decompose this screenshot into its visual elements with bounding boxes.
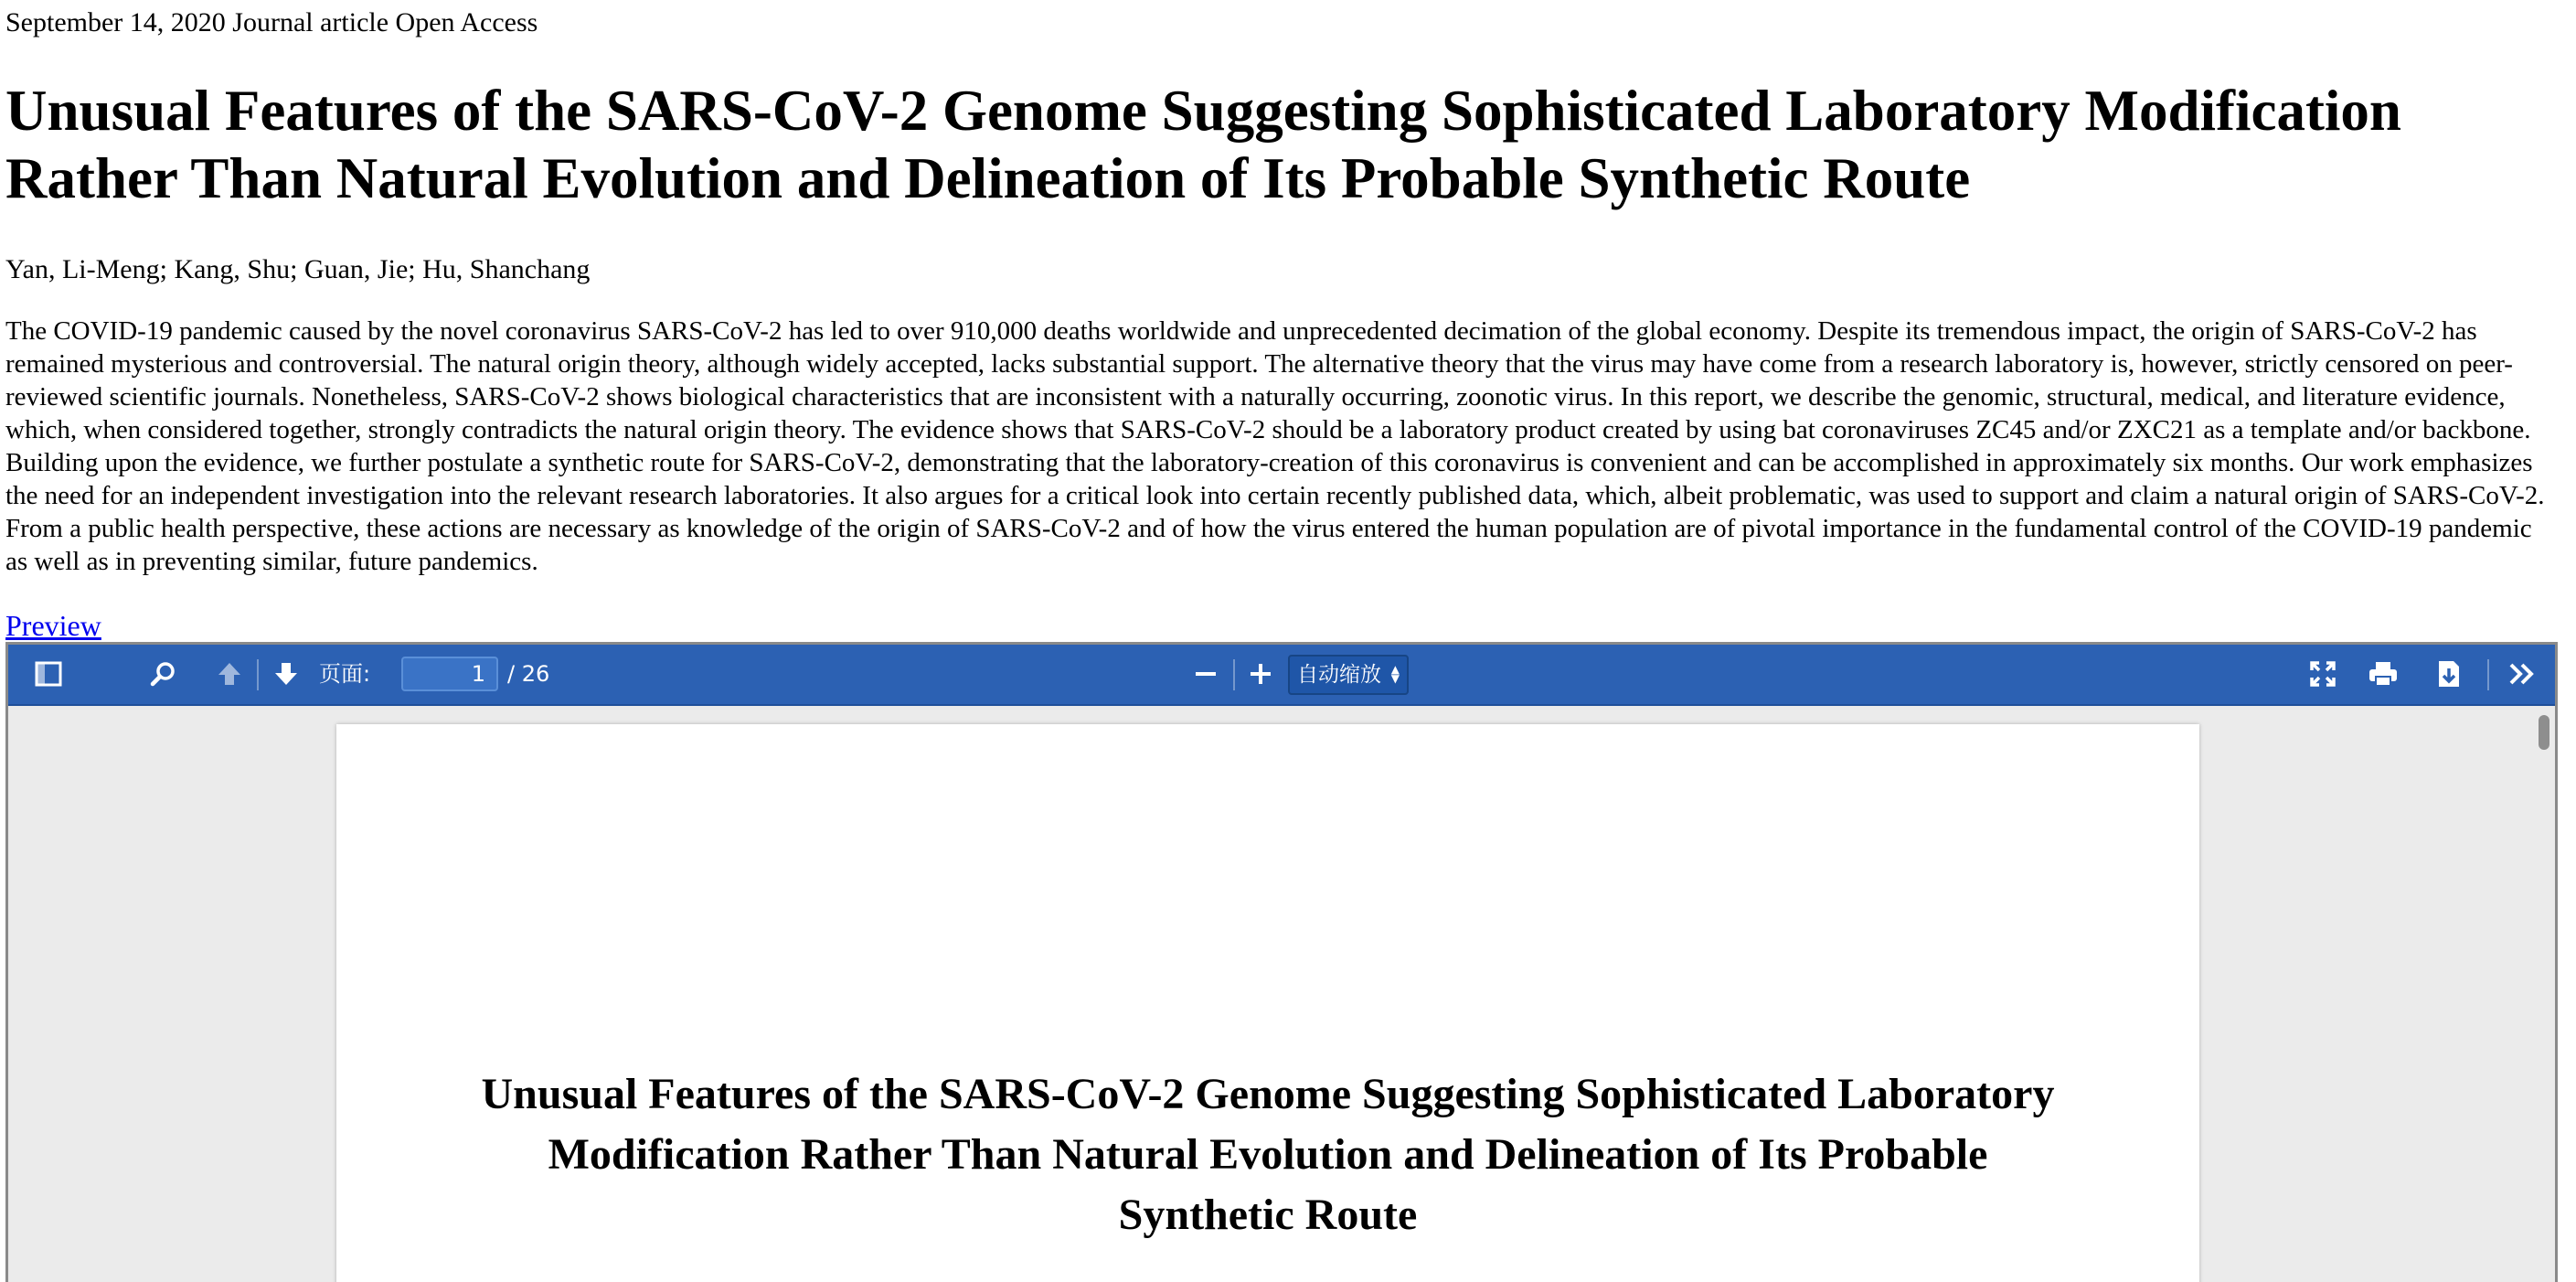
publication-meta: September 14, 2020 Journal article Open Access bbox=[5, 7, 538, 37]
sidebar-toggle-icon bbox=[35, 661, 62, 687]
toolbar-separator bbox=[1233, 659, 1235, 690]
zoom-select-value: 自动缩放 bbox=[1297, 663, 1381, 687]
zoom-out-button[interactable] bbox=[1187, 656, 1224, 692]
scrollbar-track[interactable] bbox=[2537, 710, 2553, 1282]
toolbar-separator bbox=[2487, 659, 2489, 690]
download-icon bbox=[2435, 659, 2463, 689]
article-abstract: The COVID-19 pandemic caused by the novel coronavirus SARS-CoV-2 has led to over 910,000 deaths worldwide and unprecedented decimation of the global economy. Despite its tremendous impact, the origin of SARS-CoV-2 has remained mysterious and controversial. The natural origin theory, although widely accepted, lacks substantial support. The alternative theory that the virus may have come from a research laboratory is, however, strictly censored on peer-reviewed scientific journals. Nonetheless, SARS-CoV-2 shows biological characteristics that are inconsistent with a naturally occurring, zoonotic virus. In this report, we describe the genomic, structural, medical, and literature evidence, which, when considered together, strongly contradicts the natural origin theory. The evidence shows that SARS-CoV-2 should be a laboratory product created by using bat coronaviruses ZC45 and/or ZXC21 as a template and/or backbone. Building upon the evidence, we further postulate a synthetic route for SARS-CoV-2, demonstrating that the laboratory-creation of this coronavirus is convenient and can be accomplished in approximately six months. Our work emphasizes the need for an independent investigation into the relevant research laboratories. It also argues for a critical look into certain recently published data, which, albeit problematic, was used to support and claim a natural origin of SARS-CoV-2. From a public health perspective, these actions are necessary as knowledge of the origin of SARS-CoV-2 and of how the virus entered the human population are of pivotal importance in the fundamental control of the COVID-19 pandemic as well as in preventing similar, future pandemics. bbox=[5, 316, 2545, 576]
plus-icon bbox=[1249, 662, 1272, 686]
scrollbar-thumb[interactable] bbox=[2539, 715, 2549, 750]
print-button[interactable] bbox=[2365, 656, 2401, 692]
print-icon bbox=[2368, 660, 2399, 688]
download-button[interactable] bbox=[2431, 656, 2467, 692]
next-page-button[interactable] bbox=[268, 656, 304, 692]
pdf-toolbar bbox=[8, 645, 2555, 706]
pdf-document-area[interactable] bbox=[8, 706, 2555, 1282]
arrow-down-icon bbox=[272, 660, 300, 688]
pdf-page bbox=[336, 724, 2199, 1282]
page-total: / 26 bbox=[507, 661, 550, 687]
fullscreen-icon bbox=[2309, 660, 2336, 688]
presentation-mode-button[interactable] bbox=[2305, 656, 2341, 692]
preview-link[interactable]: Preview bbox=[5, 609, 101, 642]
page-number-input[interactable] bbox=[401, 657, 498, 691]
article-authors: Yan, Li-Meng; Kang, Shu; Guan, Jie; Hu, Shanchang bbox=[5, 254, 591, 284]
zoom-select[interactable] bbox=[1288, 655, 1409, 695]
sidebar-toggle-button[interactable] bbox=[30, 656, 67, 692]
previous-page-button[interactable] bbox=[211, 656, 248, 692]
search-icon bbox=[150, 660, 177, 688]
pdf-viewer bbox=[5, 642, 2558, 1282]
select-caret-icon: ▲ ▼ bbox=[1390, 663, 1400, 685]
tools-button[interactable] bbox=[2504, 656, 2540, 692]
arrow-up-icon bbox=[216, 660, 243, 688]
toolbar-separator bbox=[257, 659, 259, 690]
minus-icon bbox=[1194, 662, 1218, 686]
zoom-in-button[interactable] bbox=[1242, 656, 1279, 692]
pdf-page-title: Unusual Features of the SARS-CoV-2 Genome Suggesting Sophisticated Laboratory Modification Rather Than Natural Evolution and Delineation of Its Probable Synthetic Route bbox=[481, 1070, 2055, 1239]
double-chevron-right-icon bbox=[2507, 661, 2537, 687]
find-button[interactable] bbox=[145, 656, 182, 692]
article-title: Unusual Features of the SARS-CoV-2 Genome Suggesting Sophisticated Laboratory Modification Rather Than Natural Evolution and Delineation of Its Probable Synthetic Route bbox=[5, 79, 2401, 210]
page-label: 页面: bbox=[319, 661, 371, 687]
